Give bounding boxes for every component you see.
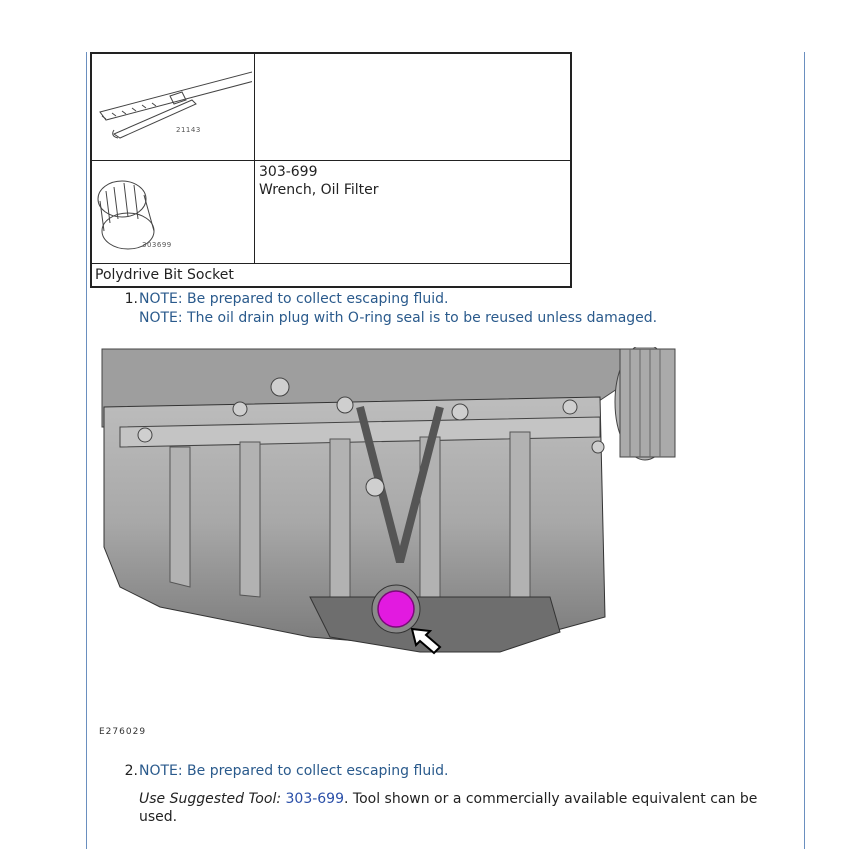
- tool-description-cell: [255, 161, 570, 263]
- suggested-tool-paragraph: [139, 790, 799, 826]
- note-line: NOTE: The oil drain plug with O-ring seal is to be reused unless damaged.: [139, 310, 658, 326]
- tool-21143-image: [92, 54, 252, 158]
- note-line: NOTE: Be prepared to collect escaping fluid.: [139, 763, 449, 779]
- tool-number-label: 21143: [176, 126, 201, 134]
- page-margin-right: [804, 52, 805, 849]
- figure-label: E276029: [99, 727, 147, 737]
- step-number: 1.: [124, 291, 138, 307]
- step-number: 2.: [124, 763, 138, 779]
- oil-pan-illustration: [100, 347, 676, 657]
- tool-code: 303-699: [259, 164, 318, 180]
- suggested-tool-prefix: Use Suggested Tool:: [139, 791, 282, 807]
- drain-plug-highlight: [378, 591, 414, 627]
- table-footer-text: Polydrive Bit Socket: [95, 267, 234, 283]
- tool-303699-image: [92, 161, 252, 261]
- step-1: [112, 290, 138, 308]
- table-row: [92, 54, 570, 161]
- tool-name: Wrench, Oil Filter: [259, 182, 379, 198]
- oil-pan-figure: [100, 347, 676, 657]
- page-margin-left: [86, 52, 87, 849]
- step-2: [112, 762, 138, 780]
- tool-image-cell: [92, 161, 255, 263]
- tool-number-label: 303699: [142, 241, 172, 249]
- suggested-tool-link[interactable]: 303-699: [285, 791, 344, 807]
- tool-image-cell: [92, 54, 255, 160]
- suggested-tool-suffix: . Tool shown or a commercially available equivalent can be used.: [139, 791, 758, 825]
- note-line: NOTE: Be prepared to collect escaping fluid.: [139, 291, 449, 307]
- tool-description-cell: [255, 54, 570, 160]
- table-row: [92, 161, 570, 264]
- special-tools-table: [90, 52, 572, 288]
- table-row: [92, 264, 570, 286]
